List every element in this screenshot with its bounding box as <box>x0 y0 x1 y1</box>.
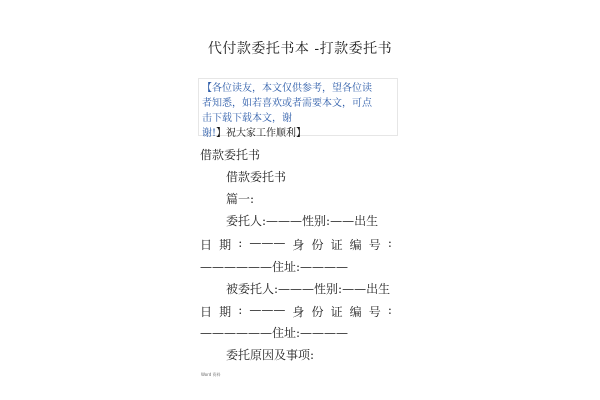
notice-wish: 】祝大家工作顺利】 <box>216 128 307 139</box>
download-notice-box <box>198 78 398 139</box>
dashes: ——— <box>249 236 286 250</box>
date-id-line-1 <box>200 236 392 253</box>
agent-line: 被委托人:———性别:——出生 <box>226 282 391 296</box>
char: : <box>238 303 243 317</box>
subheading: 借款委托书 <box>226 170 287 184</box>
char: 号 <box>368 305 381 319</box>
address-line-1: ——————住址:———— <box>200 260 349 274</box>
char: 份 <box>311 305 324 319</box>
char: 身 <box>292 305 305 319</box>
char: 期 <box>219 305 232 319</box>
char: 份 <box>311 238 324 252</box>
notice-download-link[interactable]: 击下载下载本文，谢谢! <box>202 113 292 139</box>
notice-line-2: 者知悉，如若喜欢或者需要本文，可点 <box>202 98 372 109</box>
char: 证 <box>330 305 343 319</box>
date-id-line-2 <box>200 303 392 320</box>
char: 日 <box>200 238 213 252</box>
char: 编 <box>349 238 362 252</box>
section-heading: 借款委托书 <box>200 148 261 162</box>
notice-line-1: 【各位读友，本文仅供参考，望各位读 <box>202 83 372 94</box>
notice-line-3 <box>202 111 394 141</box>
char: : <box>387 303 392 317</box>
reason-line: 委托原因及事项: <box>226 348 315 362</box>
char: 号 <box>368 238 381 252</box>
char: : <box>238 236 243 250</box>
char: 证 <box>330 238 343 252</box>
char: : <box>387 236 392 250</box>
char: 日 <box>200 305 213 319</box>
char: 编 <box>349 305 362 319</box>
document-title: 代付款委托书本 -打款委托书 <box>207 41 393 57</box>
char: 期 <box>219 238 232 252</box>
address-line-2: ——————住址:———— <box>200 326 349 340</box>
principal-line: 委托人:———性别:——出生 <box>226 214 379 228</box>
dashes: ——— <box>249 303 286 317</box>
page-footer: Word 资料 <box>201 372 221 377</box>
section-label: 篇一: <box>226 192 255 206</box>
char: 身 <box>292 238 305 252</box>
